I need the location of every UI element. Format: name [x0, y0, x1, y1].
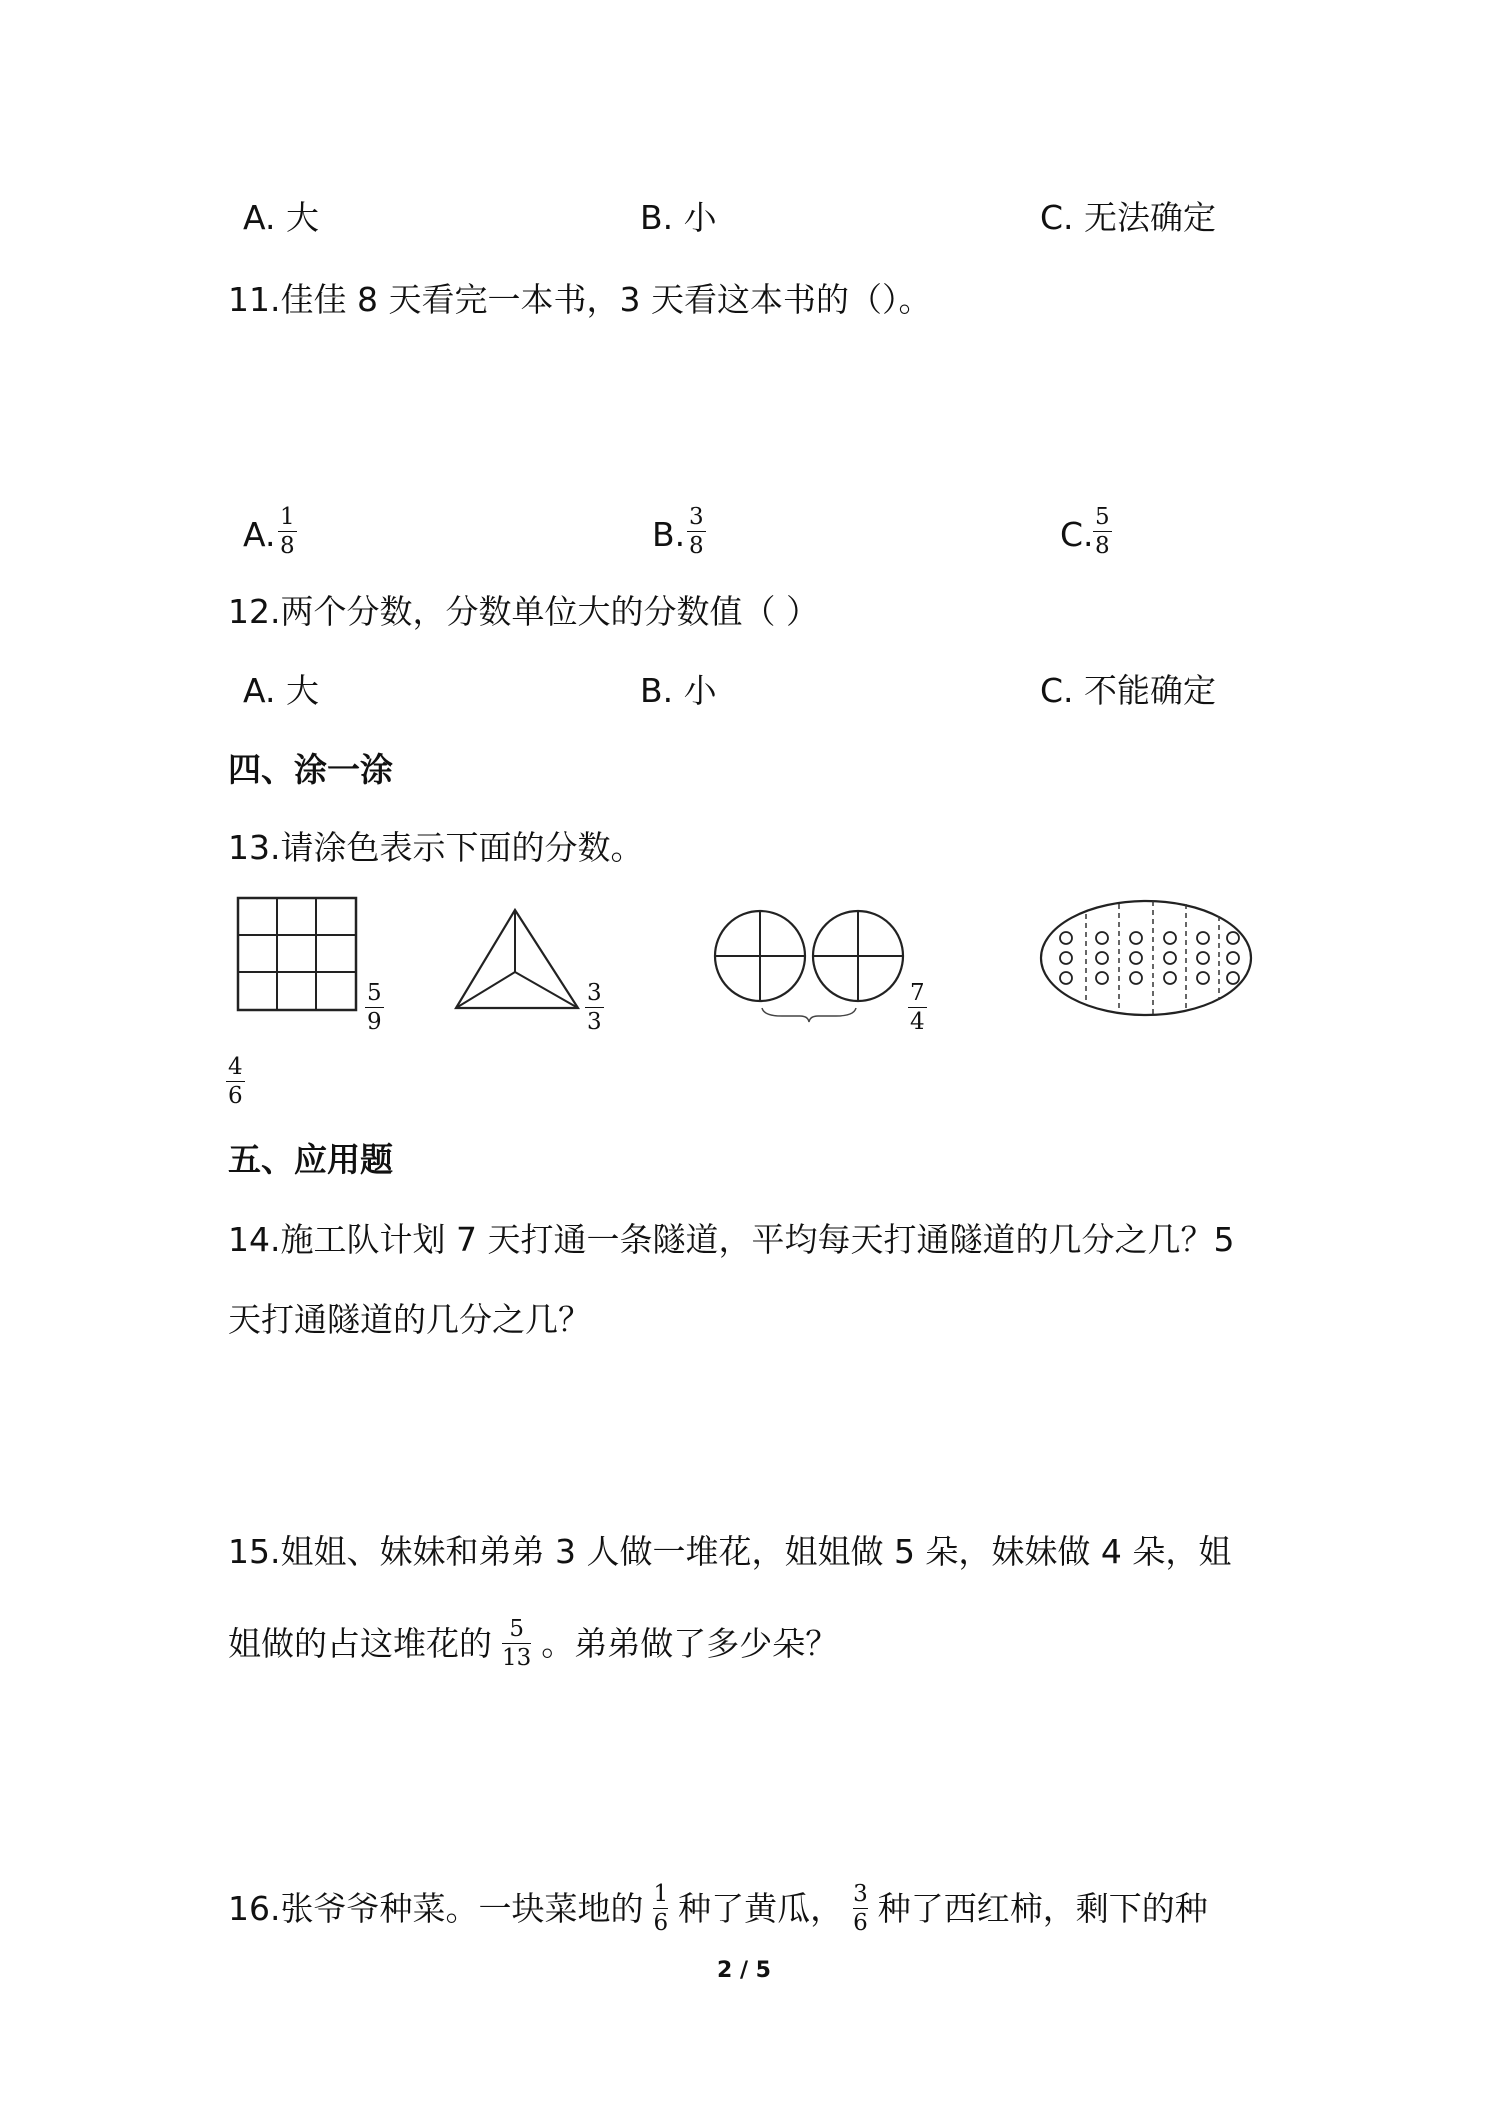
q16-fraction-2: $\frac{3}{6}$: [853, 1881, 868, 1936]
q16-line-1: 16.张爷爷种菜。一块菜地的 $\frac{1}{6}$ 种了黄瓜， $\frac{3}{6}$ 种了西红柿，剩下的种: [228, 1881, 1208, 1936]
q13-fraction-1: 5 9: [367, 980, 382, 1035]
q14-line-1: 14.施工队计划 7 天打通一条隧道，平均每天打通隧道的几分之几？5: [228, 1220, 1235, 1259]
q11-option-b-fraction: 3 8: [689, 504, 704, 559]
page-number: 2 / 5: [717, 1958, 771, 1983]
q12-stem: 12.两个分数，分数单位大的分数值（ ）: [228, 592, 819, 631]
q15-line-1: 15.姐姐、妹妹和弟弟 3 人做一堆花，姐姐做 5 朵，妹妹做 4 朵，姐: [228, 1532, 1232, 1571]
oval-dots-figure: [1036, 896, 1256, 1020]
q11-option-c-fraction: 5 8: [1095, 504, 1110, 559]
q10-option-c: C. 无法确定: [1040, 198, 1217, 237]
grid-3x3-figure: [236, 896, 358, 1012]
q11-stem: 11.佳佳 8 天看完一本书，3 天看这本书的（）。: [228, 280, 932, 319]
q14-line-2: 天打通隧道的几分之几？: [228, 1300, 591, 1339]
q12-option-b: B. 小: [640, 671, 717, 710]
q16-fraction-1: $\frac{1}{6}$: [653, 1881, 669, 1936]
q10-option-a: A. 大: [243, 198, 319, 237]
triangle-figure: [452, 906, 582, 1012]
q13-stem: 13.请涂色表示下面的分数。: [228, 828, 644, 867]
section-heading-4: 四、涂一涂: [228, 750, 393, 789]
q12-option-a: A. 大: [243, 671, 319, 710]
two-circles-figure: [712, 904, 908, 1030]
q15-line-2: 姐做的占这堆花的 $\frac{5}{13}$ 。弟弟做了多少朵？: [228, 1616, 839, 1671]
section-heading-5: 五、应用题: [228, 1140, 393, 1179]
q12-option-c: C. 不能确定: [1040, 671, 1217, 710]
q13-fraction-2: 3 3: [587, 980, 602, 1035]
q11-option-a-fraction: 1 8: [280, 504, 295, 559]
q10-option-b: B. 小: [640, 198, 717, 237]
q13-fraction-4: 4 6: [228, 1054, 243, 1109]
q13-fraction-3: 7 4: [910, 980, 925, 1035]
q15-fraction: $\frac{5}{13}$: [502, 1616, 532, 1671]
